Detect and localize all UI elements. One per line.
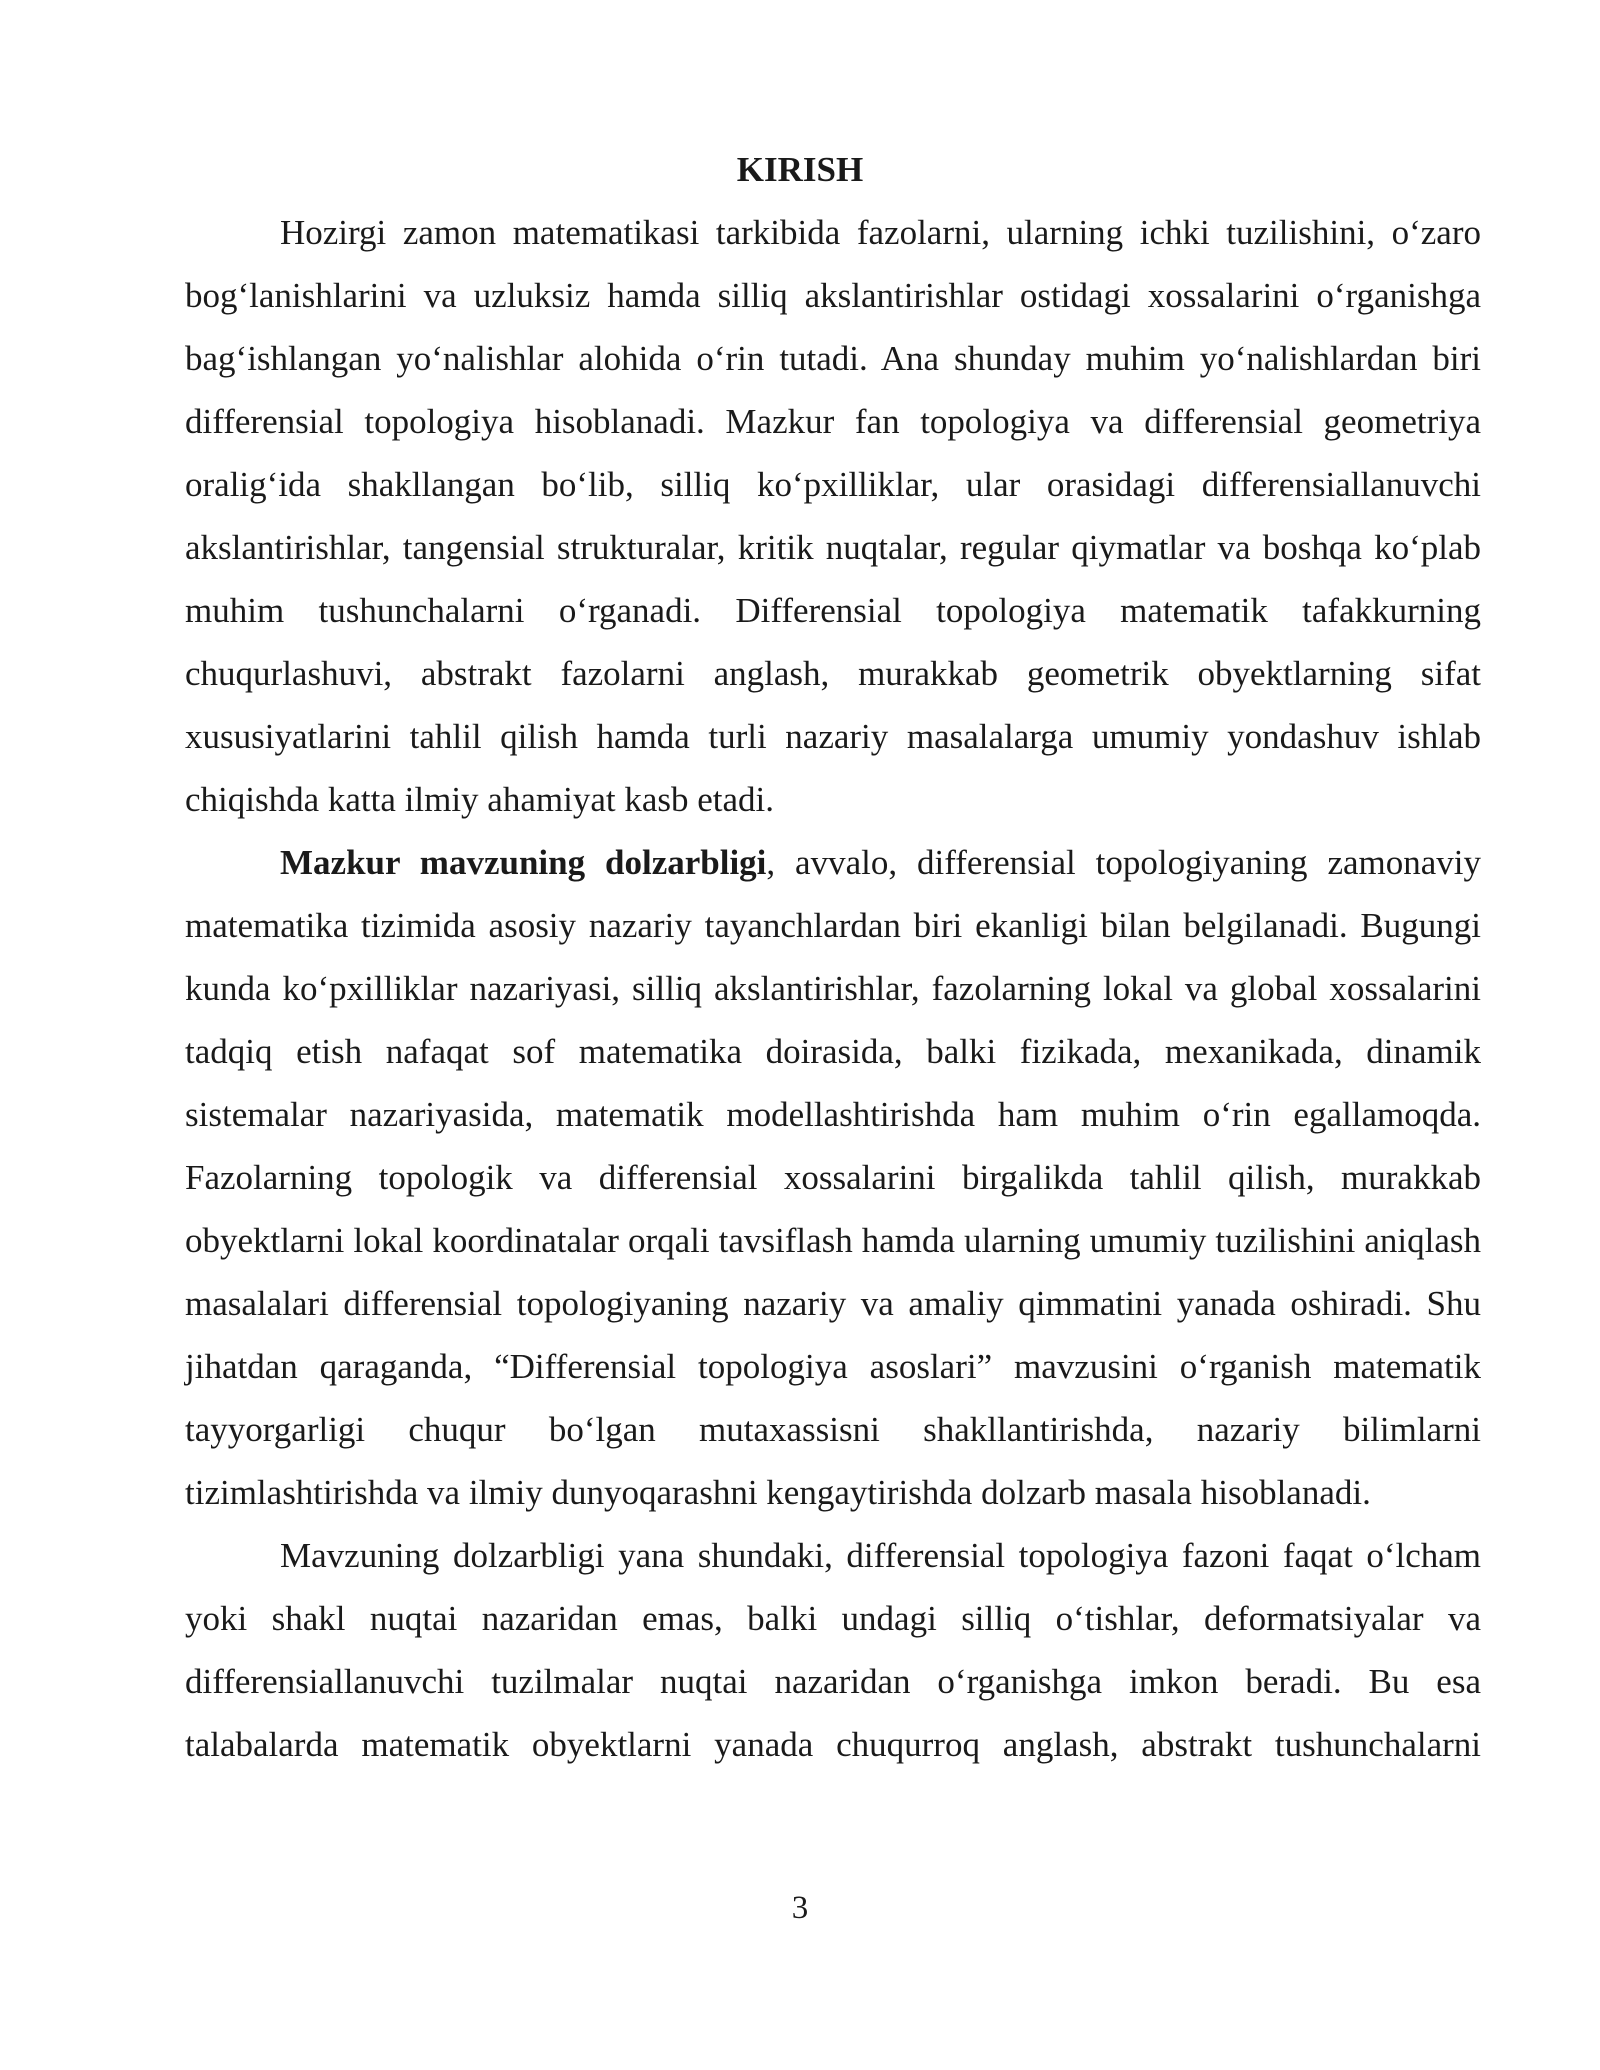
paragraph-text: Hozirgi zamon matematikasi tarkibida fazolarni, ularning ichki tuzilishini, o‘zaro bog‘lanishlarini va uzluksiz hamda silliq akslantirishlar ostidagi xossalarini o‘rganishga bag‘ishlangan yo‘nalishlar alohida o‘rin tutadi. Ana shunday muhim yo‘nalishlardan biri differensial topologiya hisoblanadi. Mazkur fan topologiya va differensial geometriya oralig‘ida shakllangan bo‘lib, silliq ko‘pxilliklar, ular orasidagi differensiallanuvchi akslantirishlar, tangensial strukturalar, kritik nuqtalar, regular qiymatlar va boshqa ko‘plab muhim tushunchalarni o‘rganadi. Differensial topologiya matematik tafakkurning chuqurlashuvi, abstrakt fazolarni anglash, murakkab geometrik obyektlarning sifat xususiyatlarini tahlil qilish hamda turli nazariy masalalarga umumiy yondashuv ishlab chiqishda katta ilmiy ahamiyat kasb etadi. [185,213,1481,819]
page-number: 3 [791,1890,809,1926]
page-title: KIRISH [736,150,864,189]
paragraph-relevance [185,831,1481,1524]
body-text [185,201,1481,1776]
paragraph-text: Mavzuning dolzarbligi yana shundaki, differensial topologiya fazoni faqat o‘lcham yoki shakl nuqtai nazaridan emas, balki undagi silliq o‘tishlar, deformatsiyalar va differensiallanuvchi tuzilmalar nuqtai nazaridan o‘rganishga imkon beradi. Bu esa talabalarda matematik obyektlarni yanada chuqurroq anglash, abstrakt tushunchalarni [185,1536,1481,1764]
paragraph-continuation [185,1524,1481,1776]
paragraph-text: , avvalo, differensial topologiyaning zamonaviy matematika tizimida asosiy nazariy tayanchlardan biri ekanligi bilan belgilanadi. Bugungi kunda ko‘pxilliklar nazariyasi, silliq akslantirishlar, fazolarning lokal va global xossalarini tadqiq etish nafaqat sof matematika doirasida, balki fizikada, mexanikada, dinamik sistemalar nazariyasida, matematik modellashtirishda ham muhim o‘rin egallamoqda. Fazolarning topologik va differensial xossalarini birgalikda tahlil qilish, murakkab obyektlarni lokal koordinatalar orqali tavsiflash hamda ularning umumiy tuzilishini aniqlash masalalari differensial topologiyaning nazariy va amaliy qimmatini yanada oshiradi. Shu jihatdan qaraganda, “Differensial topologiya asoslari” mavzusini o‘rganish matematik tayyorgarligi chuqur bo‘lgan mutaxassisni shakllantirishda, nazariy bilimlarni tizimlashtirishda va ilmiy dunyoqarashni kengaytirishda dolzarb masala hisoblanadi. [185,843,1481,1512]
paragraph-lead: Mazkur mavzuning dolzarbligi [280,843,767,882]
paragraph-intro [185,201,1481,831]
